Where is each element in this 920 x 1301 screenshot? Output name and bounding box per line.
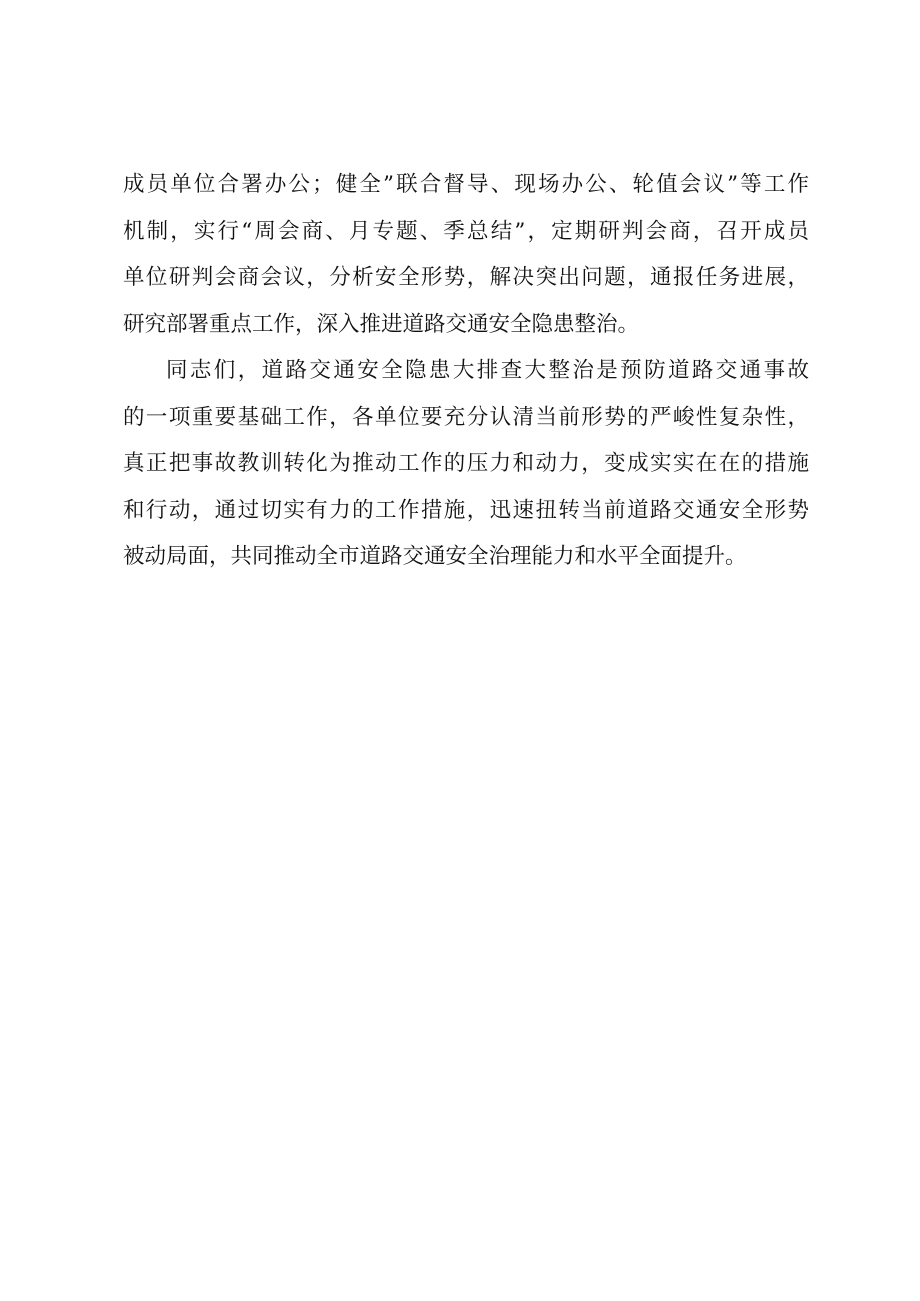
body-text bbox=[123, 162, 809, 581]
text-line: 研究部署重点工作，深入推进道路交通安全隐患整治。 bbox=[123, 311, 640, 337]
text-line: 被动局面，共同推动全市道路交通安全治理能力和水平全面提升。 bbox=[123, 544, 747, 569]
paragraph-1 bbox=[123, 162, 809, 348]
text-line: 和行动，通过切实有力的工作措施，迅速扭转当前道路交通安全形势 bbox=[123, 497, 809, 523]
text-line: 同志们，道路交通安全隐患大排查大整治是预防道路交通事故 bbox=[166, 358, 809, 383]
text-line: 真正把事故教训转化为推动工作的压力和动力，变成实实在在的措施 bbox=[123, 451, 809, 476]
paragraph-2 bbox=[123, 348, 809, 581]
text-line: 的一项重要基础工作，各单位要充分认清当前形势的严峻性复杂性， bbox=[123, 404, 809, 430]
text-line: 单位研判会商会议，分析安全形势，解决突出问题，通报任务进展， bbox=[123, 265, 809, 290]
text-line: 成员单位合署办公；健全”联合督导、现场办公、轮值会议”等工作 bbox=[123, 172, 809, 197]
text-line: 机制，实行“周会商、月专题、季总结”，定期研判会商，召开成员 bbox=[123, 218, 809, 244]
